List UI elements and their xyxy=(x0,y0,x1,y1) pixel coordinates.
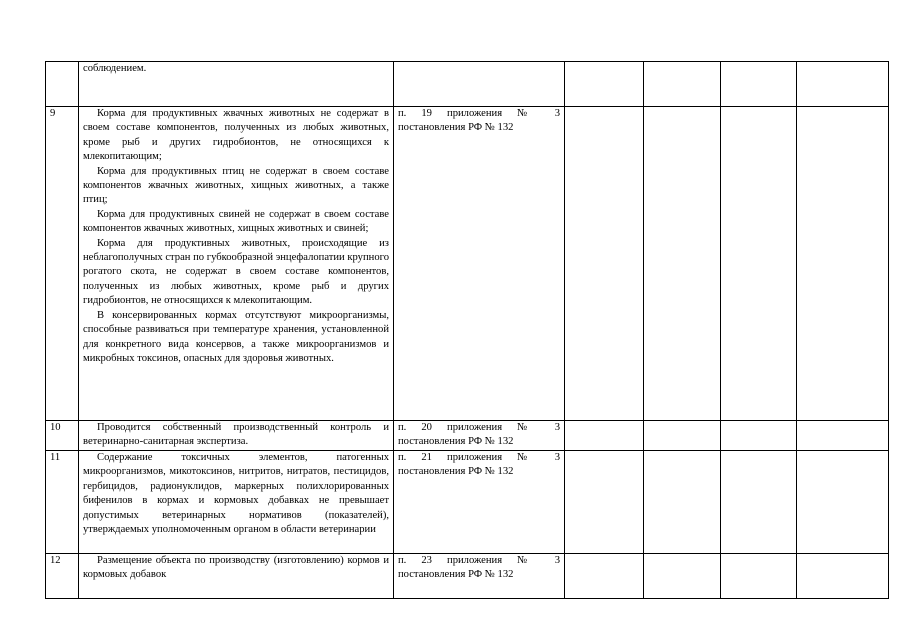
reference-cell: п. 19 приложения № 3 постановления РФ № 132 xyxy=(394,107,565,421)
requirement-cell xyxy=(79,421,394,451)
reference-cell xyxy=(394,62,565,107)
empty-cell xyxy=(565,421,644,451)
empty-cell xyxy=(721,107,797,421)
requirement-clip xyxy=(83,554,389,582)
row-number: 9 xyxy=(46,107,79,421)
table-row xyxy=(46,62,889,107)
row-number: 11 xyxy=(46,451,79,554)
table-row xyxy=(46,107,889,421)
empty-cell xyxy=(721,554,797,599)
row-number xyxy=(46,62,79,107)
requirement-paragraph: Корма для продуктивных животных, происходящие из неблагополучных стран по губкообразной энцефалопатии крупного рогатого скота, не содержат в своем составе компонентов, полученных из любых животных, кроме рыб и других гидробионтов, не относящихся к млекопитающим. xyxy=(83,237,389,307)
requirement-cell xyxy=(79,107,394,421)
table-row xyxy=(46,421,889,451)
requirement-cell xyxy=(79,554,394,599)
requirement-paragraph: Проводится собственный производственный контроль и ветеринарно-санитарная экспертиза. xyxy=(83,422,389,448)
empty-cell xyxy=(721,451,797,554)
reference-cell: п. 21 приложения № 3 постановления РФ № 132 xyxy=(394,451,565,554)
requirement-paragraph: Размещение объекта по производству (изготовлению) кормов и кормовых добавок xyxy=(83,555,389,581)
requirement-cell xyxy=(79,451,394,554)
empty-cell xyxy=(721,421,797,451)
requirement-paragraph: В консервированных кормах отсутствуют микроорганизмы, способные развиваться при температуре хранения, установленной для конкретного вида консервов, а также микроорганизмов и микробных токсинов, опасных для здоровья животных. xyxy=(83,309,389,364)
table-row xyxy=(46,554,889,599)
empty-cell xyxy=(797,554,889,599)
requirement-paragraph: Корма для продуктивных жвачных животных не содержат в своем составе компонентов, полученных из любых животных, кроме рыб и других гидробионтов, не относящихся к млекопитающим; xyxy=(83,108,389,163)
empty-cell xyxy=(565,107,644,421)
requirement-cell xyxy=(79,62,394,107)
empty-cell xyxy=(565,62,644,107)
row-number: 12 xyxy=(46,554,79,599)
requirement-paragraph: Содержание токсичных элементов, патогенных микроорганизмов, микотоксинов, нитритов, нитратов, пестицидов, гербицидов, радионуклидов, маркерных полихлорированных бифенилов в кормах и кормовых добавках не превышает допустимых ветеринарных нормативов (показателей), утверждаемых уполномоченным органом в области ветеринарии xyxy=(83,452,389,536)
empty-cell xyxy=(797,107,889,421)
empty-cell xyxy=(797,451,889,554)
table-row xyxy=(46,451,889,554)
reference-cell: п. 20 приложения № 3 постановления РФ № 132 xyxy=(394,421,565,451)
requirement-paragraph: Корма для продуктивных птиц не содержат в своем составе компонентов жвачных животных, хищных животных, а также птиц; xyxy=(83,165,389,206)
requirement-paragraph: Корма для продуктивных свиней не содержат в своем составе компонентов жвачных животных, хищных животных и свиней; xyxy=(83,208,389,235)
empty-cell xyxy=(644,421,721,451)
empty-cell xyxy=(644,554,721,599)
empty-cell xyxy=(644,107,721,421)
empty-cell xyxy=(644,451,721,554)
empty-cell xyxy=(797,62,889,107)
checklist-table xyxy=(45,61,889,599)
empty-cell xyxy=(565,451,644,554)
empty-cell xyxy=(797,421,889,451)
empty-cell xyxy=(721,62,797,107)
row-number: 10 xyxy=(46,421,79,451)
reference-cell: п. 23 приложения № 3 постановления РФ № 132 xyxy=(394,554,565,599)
empty-cell xyxy=(565,554,644,599)
empty-cell xyxy=(644,62,721,107)
requirement-paragraph: соблюдением. xyxy=(83,63,147,74)
